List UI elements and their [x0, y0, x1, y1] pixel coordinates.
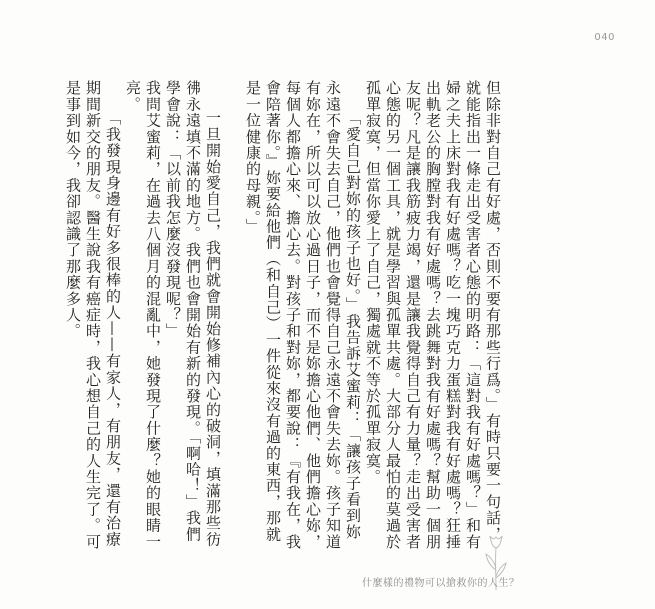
vertical-text-body: [64, 80, 503, 550]
paragraph-2: 「愛自己對妳的孩子也好。」我告訴艾蜜莉：「讓孩子看到妳永遠不會失去自己，他們也會覺得自己永遠不會失去妳。孩子知道有妳在，所以可以放心過日子，而不是妳擔心他們、他們擔心妳，每個人都擔心來、擔心去。對孩子和對妳，都要說：『有我在，我會陪著你。』妳要給他們（和自己）一件從來沒有過的東西，那就是一位健康的母親。」: [244, 80, 362, 550]
paragraph-3: 一旦開始愛自己，我們就會開始修補內心的破洞，填滿那些彷彿永遠填不滿的地方。我們也會開始有新的發現。「啊哈！」我們學會說：「以前我怎麼沒發現呢？」: [164, 80, 222, 548]
page-number: 040: [594, 32, 615, 43]
paragraph-1: 但除非對自己有好處，否則不要有那些行爲。」有時只要一句話，就能指出一條走出受害者心態的明路：「這對我有好處嗎？」和有婦之夫上床對我有好處嗎？吃一塊巧克力蛋糕對我有好處嗎？狂捶出軌老公的胸膛對我有好處嗎？去跳舞對我有好處嗎？幫助一個朋友呢？凡是讓我筋疲力竭，還是讓我覺得自己有力量？走出受害者心態的另一個工具，就是學習與孤單共處。大部分人最怕的莫過於孤單寂寞，但當你愛上了自己，獨處就不等於孤單寂寞。: [364, 80, 502, 550]
footer-book-title: 什麼樣的禮物可以搶救你的人生？: [362, 578, 520, 589]
paragraph-4: 我問艾蜜莉，在過去八個月的混亂中，她發現了什麼？她的眼睛一亮。: [124, 80, 162, 550]
paragraph-5: 「我發現身邊有好多很棒的人——有家人，有朋友，還有治療期間新交的朋友。醫生說我有癌症時，我心想自己的人生完了。可是事到如今，我卻認識了那麼多人。: [64, 80, 122, 550]
